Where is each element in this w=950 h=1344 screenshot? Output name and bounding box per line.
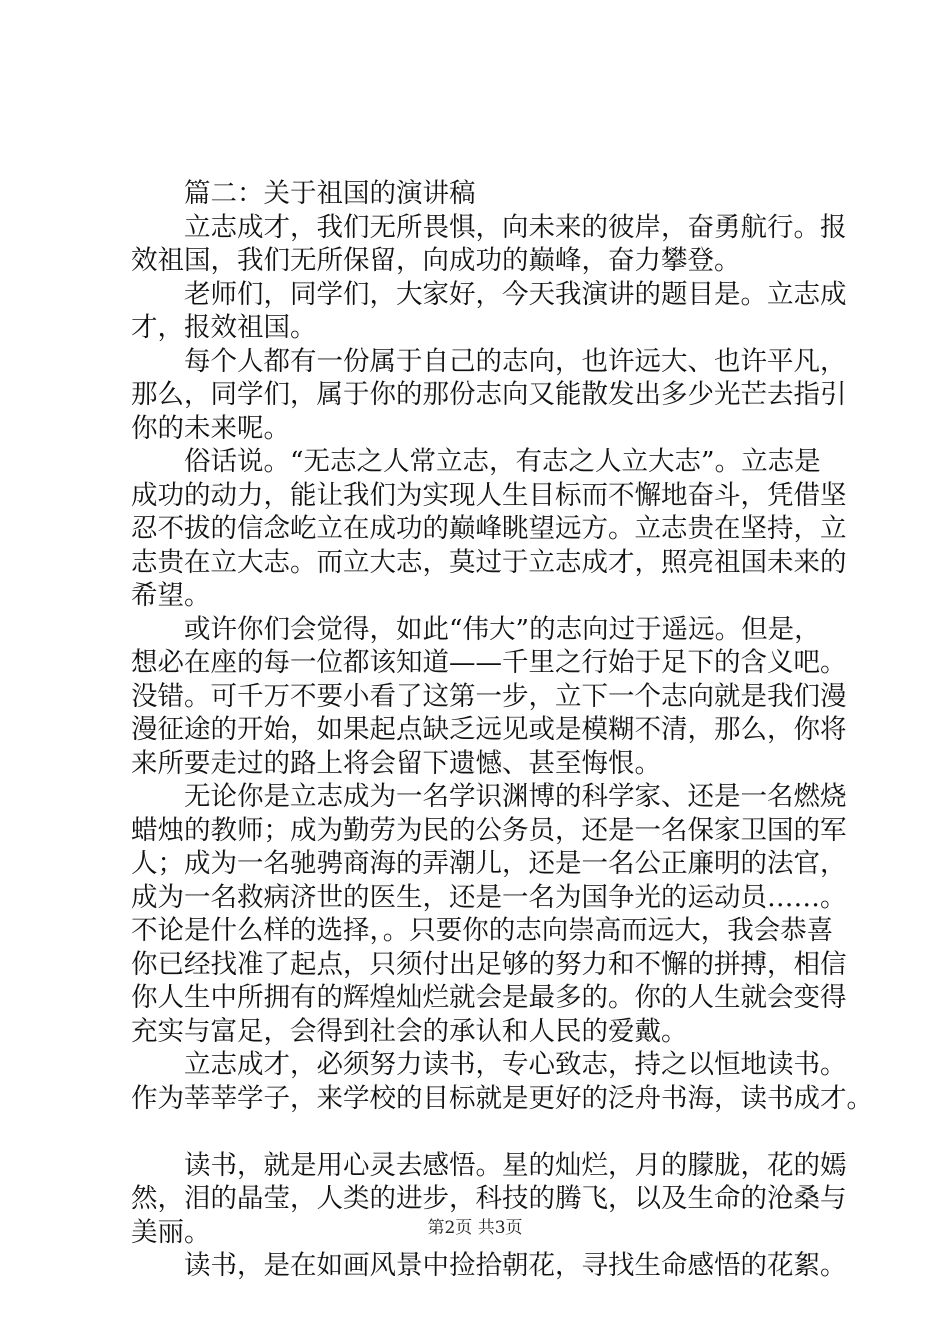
- paragraph-line: 每个人都有一份属于自己的志向，也许远大、也许平凡，: [184, 345, 847, 377]
- paragraph-line: 想必在座的每一位都该知道——千里之行始于足下的含义吧。: [131, 647, 847, 678]
- paragraph-line: 作为莘莘学子，来学校的目标就是更好的泛舟书海，读书成才。: [131, 1082, 873, 1114]
- paragraph-line: 那么，同学们，属于你的那份志向又能散发出多少光芒去指引: [131, 379, 847, 410]
- paragraph-line: 老师们，同学们，大家好，今天我演讲的题目是。立志成: [184, 278, 847, 310]
- paragraph-line: 或许你们会觉得，如此“伟大”的志向过于遥远。但是，: [184, 613, 821, 645]
- document-body: [0, 177, 950, 1283]
- paragraph-line: 来所要走过的路上将会留下遗憾、甚至悔恨。: [131, 747, 661, 779]
- paragraph-line: 美丽。: [131, 1216, 211, 1248]
- paragraph-line: 立志成才，我们无所畏惧，向未来的彼岸，奋勇航行。报: [184, 211, 847, 243]
- paragraph-line: 成功的动力，能让我们为实现人生目标而不懈地奋斗，凭借坚: [131, 479, 847, 511]
- paragraph-line: 读书，就是用心灵去感悟。星的灿烂，月的朦胧，花的嫣: [184, 1149, 847, 1181]
- paragraph-line: 你人生中所拥有的辉煌灿烂就会是最多的。你的人生就会变得: [131, 982, 847, 1013]
- paragraph-line: 充实与富足，会得到社会的承认和人民的爱戴。: [131, 1015, 688, 1047]
- paragraph-line: 然，泪的晶莹，人类的进步，科技的腾飞，以及生命的沧桑与: [131, 1183, 847, 1214]
- paragraph-line: 忍不拔的信念屹立在成功的巅峰眺望远方。立志贵在坚持，立: [131, 513, 847, 544]
- paragraph-line: 你的未来呢。: [131, 412, 290, 444]
- paragraph-spacer: [0, 1115, 950, 1149]
- paragraph-line: 人；成为一名驰骋商海的弄潮儿，还是一名公正廉明的法官，: [131, 848, 847, 879]
- paragraph-line: 俗话说。“无志之人常立志，有志之人立大志”。立志是: [184, 446, 821, 477]
- paragraph-line: 成为一名救病济世的医生，还是一名为国争光的运动员……。: [131, 881, 847, 913]
- paragraph-line: 读书，是在如画风景中捡拾朝花，寻找生命感悟的花絮。: [184, 1250, 847, 1281]
- paragraph-line: 漫征途的开始，如果起点缺乏远见或是模糊不清，那么，你将: [131, 714, 847, 745]
- paragraph-line: 效祖国，我们无所保留，向成功的巅峰，奋力攀登。: [131, 245, 741, 276]
- page-footer: 第2页 共3页: [427, 1218, 523, 1238]
- paragraph-line: 志贵在立大志。而立大志，莫过于立志成才，照亮祖国未来的: [131, 546, 847, 578]
- paragraph-line: 没错。可千万不要小看了这第一步，立下一个志向就是我们漫: [131, 680, 847, 712]
- paragraph-line: 无论你是立志成为一名学识渊博的科学家、还是一名燃烧: [184, 781, 847, 812]
- paragraph-line: 不论是什么样的选择，。只要你的志向崇高而远大，我会恭喜: [131, 915, 834, 946]
- paragraph-line: 蜡烛的教师；成为勤劳为民的公务员，还是一名保家卫国的军: [131, 814, 847, 846]
- paragraph-line: 才，报效祖国。: [131, 312, 317, 343]
- paragraph-line: 希望。: [131, 580, 211, 611]
- section-title: 篇二：关于祖国的演讲稿: [184, 178, 476, 209]
- paragraph-line: 你已经找准了起点，只须付出足够的努力和不懈的拼搏，相信: [131, 948, 847, 980]
- paragraph-line: 立志成才，必须努力读书，专心致志，持之以恒地读书。: [184, 1049, 847, 1080]
